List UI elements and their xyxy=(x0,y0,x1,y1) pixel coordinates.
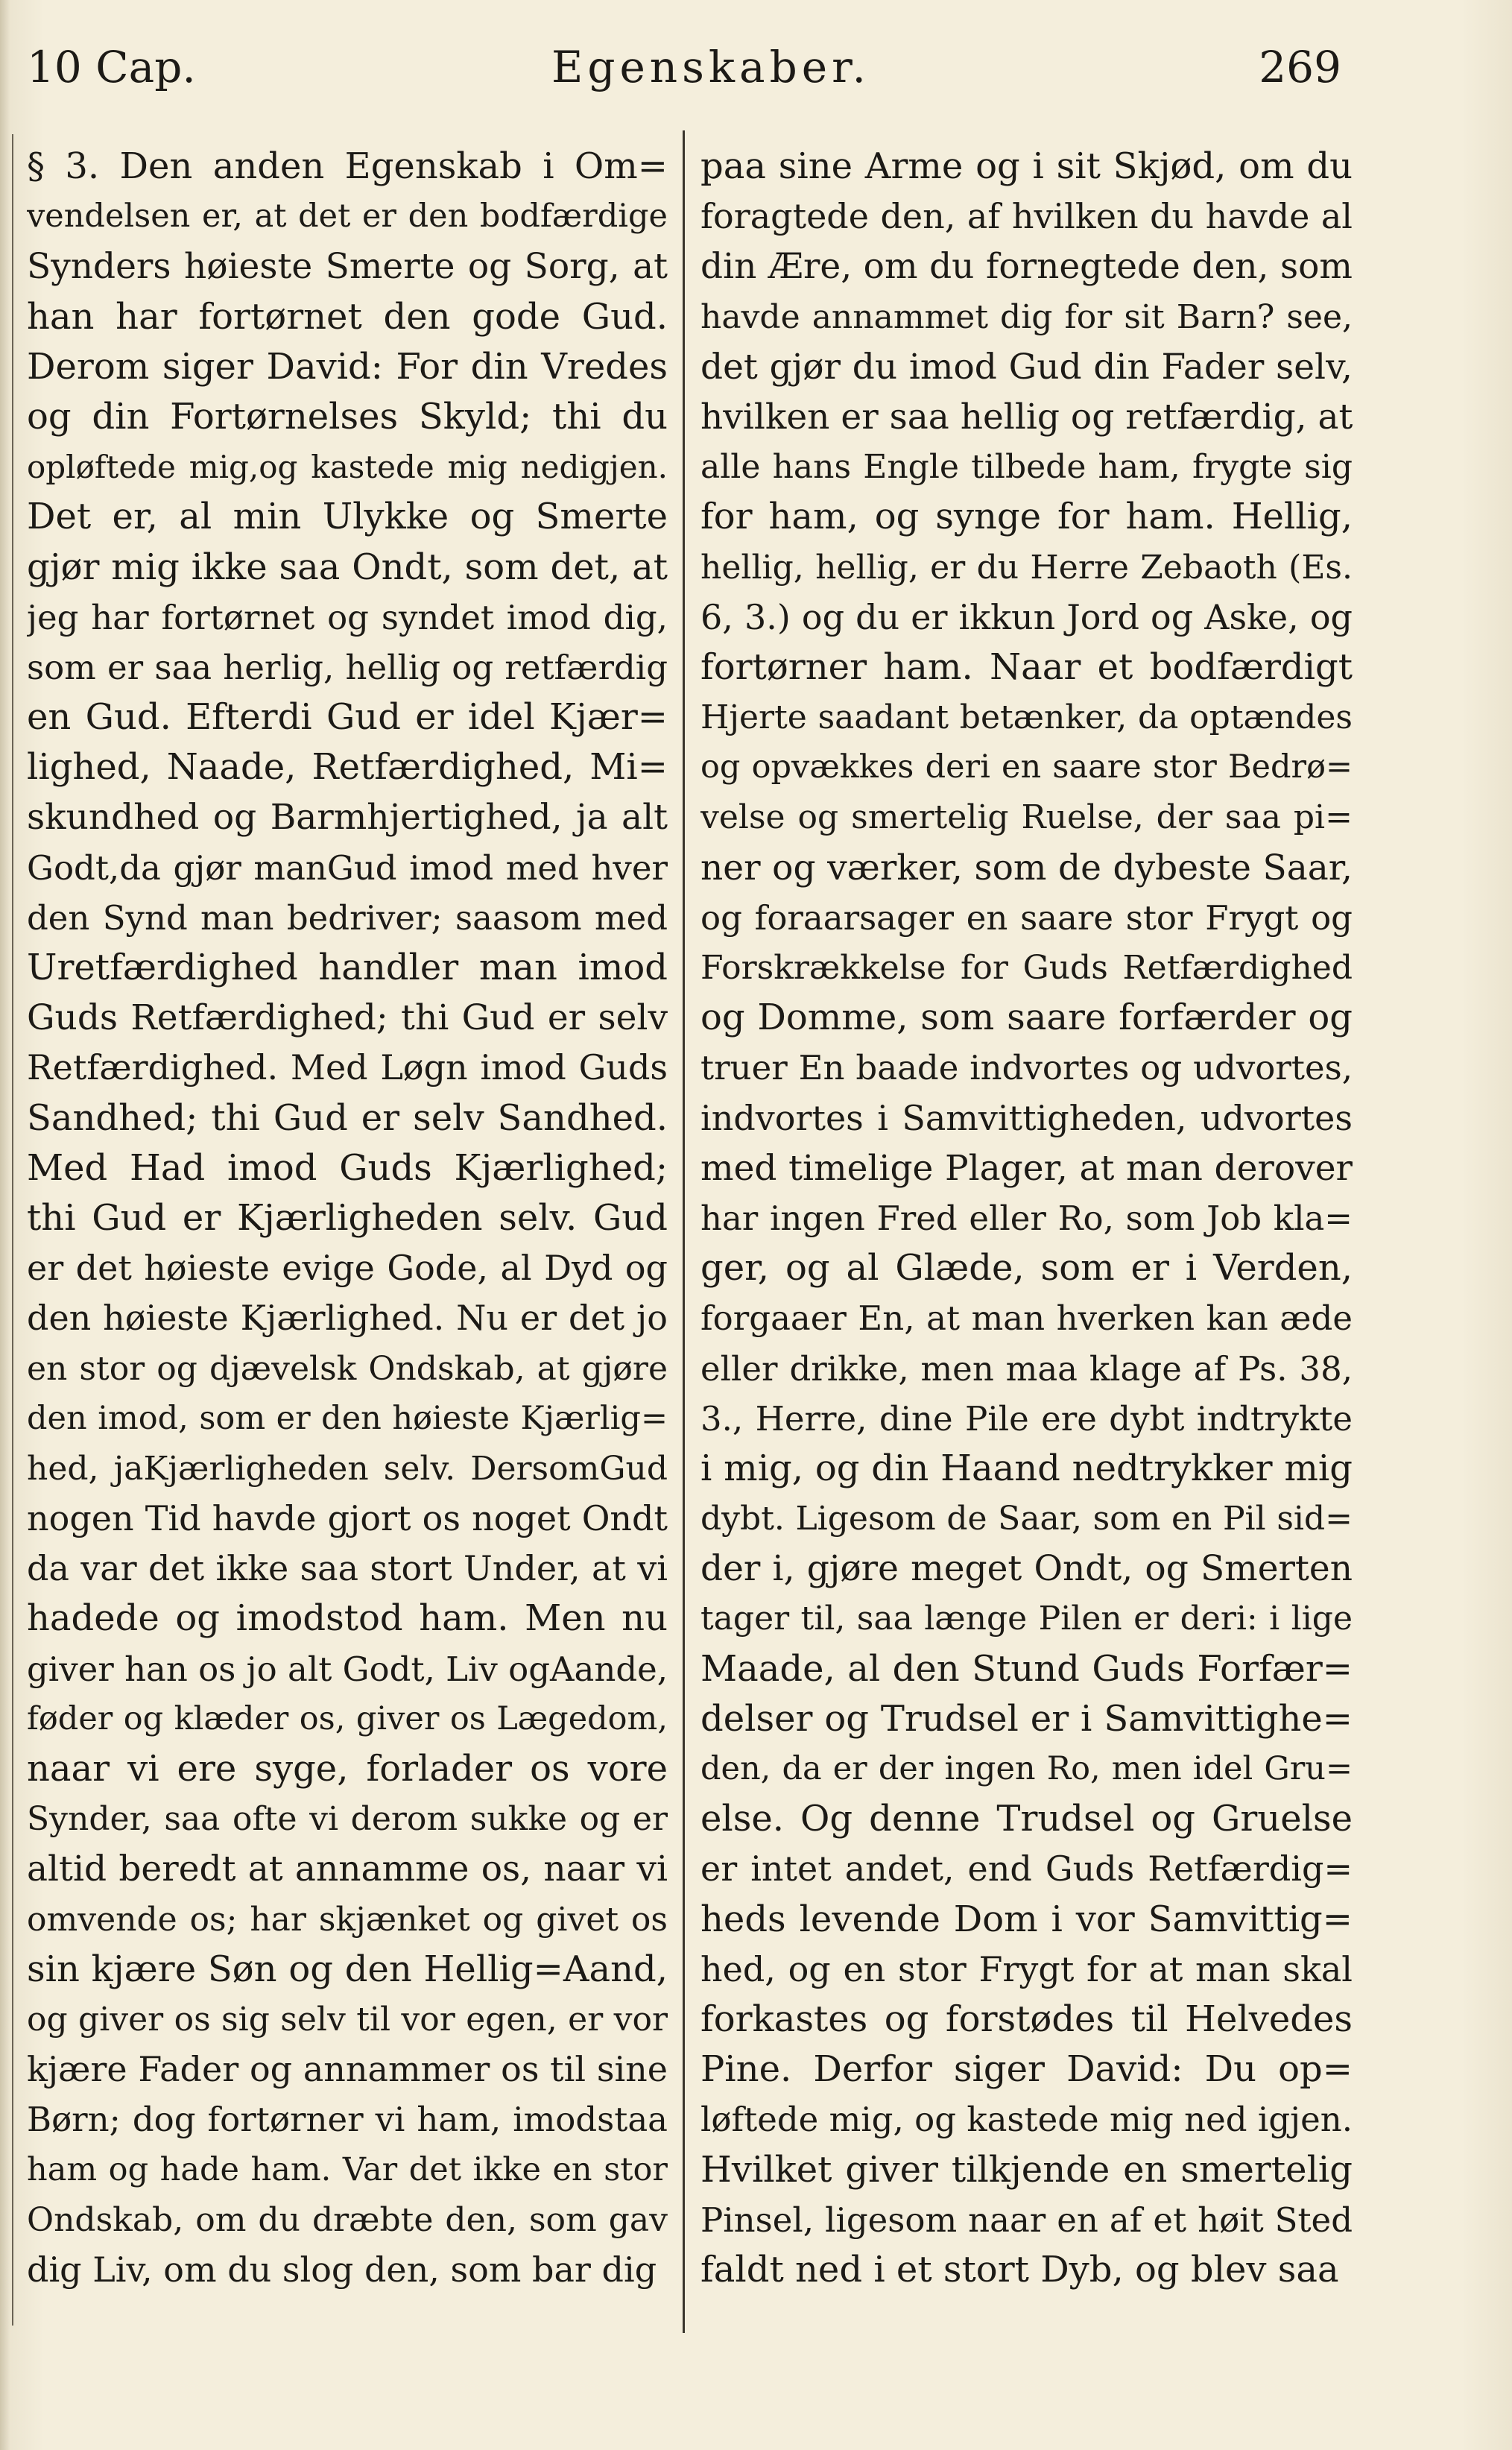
text-line: en stor og djævelsk Ondskab, at gjøre xyxy=(27,1349,668,1388)
text-line: og Domme, som saare forfærder og xyxy=(700,997,1353,1039)
text-line: han har fortørnet den gode Gud. xyxy=(27,295,668,338)
text-line: der i, gjøre meget Ondt, og Smerten xyxy=(700,1548,1353,1590)
text-line: gjør mig ikke saa Ondt, som det, at xyxy=(27,546,668,588)
text-line: alle hans Engle tilbede ham, frygte sig xyxy=(700,448,1353,487)
text-line: din Ære, om du fornegtede den, som xyxy=(700,246,1353,288)
text-line: og giver os sig selv til vor egen, er vor xyxy=(27,2000,668,2039)
right-text-column xyxy=(700,142,1353,2329)
text-line: thi Gud er Kjærligheden selv. Gud xyxy=(27,1196,668,1239)
text-line: og opvækkes deri en saare stor Bedrø= xyxy=(700,748,1353,786)
text-line: med timelige Plager, at man derover xyxy=(700,1147,1353,1189)
text-line: har ingen Fred eller Ro, som Job kla= xyxy=(700,1198,1353,1238)
text-line: og foraarsager en saare stor Frygt og xyxy=(700,897,1353,938)
text-line: den Synd man bedriver; saasom med xyxy=(27,897,668,938)
text-line: Retfærdighed. Med Løgn imod Guds xyxy=(27,1047,668,1088)
text-line: for ham, og synge for ham. Hellig, xyxy=(700,496,1353,538)
text-line: er det høieste evige Gode, al Dyd og xyxy=(27,1248,668,1289)
text-line: truer En baade indvortes og udvortes, xyxy=(700,1048,1353,1088)
text-line: Pine. Derfor siger David: Du op= xyxy=(700,2048,1353,2091)
text-line: fortørner ham. Naar et bodfærdigt xyxy=(700,645,1353,688)
text-line: den høieste Kjærlighed. Nu er det jo xyxy=(27,1298,668,1339)
text-line: vendelsen er, at det er den bodfærdige xyxy=(27,198,668,236)
page-number: 269 xyxy=(1259,42,1341,92)
column-divider xyxy=(683,130,685,2333)
running-title: Egenskaber. xyxy=(551,42,870,92)
left-margin-rule xyxy=(12,134,13,2326)
text-line: som er saa herlig, hellig og retfærdig xyxy=(27,647,668,687)
text-line: Synder, saa ofte vi derom sukke og er xyxy=(27,1800,668,1839)
text-line: 3., Herre, dine Pile ere dybt indtrykte xyxy=(700,1398,1353,1439)
text-line: tager til, saa længe Pilen er deri: i lige xyxy=(700,1600,1353,1638)
text-line: kjære Fader og annammer os til sine xyxy=(27,2049,668,2090)
text-line: Maade, al den Stund Guds Forfær= xyxy=(700,1647,1353,1690)
text-line: Hvilket giver tilkjende en smertelig xyxy=(700,2148,1353,2191)
text-line: hed, og en stor Frygt for at man skal xyxy=(700,1948,1353,1989)
text-line: en Gud. Efterdi Gud er idel Kjær= xyxy=(27,696,668,739)
text-line: jeg har fortørnet og syndet imod dig, xyxy=(27,597,668,637)
text-line: nogen Tid havde gjort os noget Ondt xyxy=(27,1498,668,1539)
text-line: Pinsel, ligesom naar en af et høit Sted xyxy=(700,2200,1353,2240)
text-line: er intet andet, end Guds Retfærdig= xyxy=(700,1848,1353,1889)
text-line: løftede mig, og kastede mig ned igjen. xyxy=(700,2100,1353,2140)
text-line: paa sine Arme og i sit Skjød, om du xyxy=(700,145,1353,187)
text-line: Godt,da gjør manGud imod med hver xyxy=(27,847,668,888)
text-line: ger, og al Glæde, som er i Verden, xyxy=(700,1247,1353,1289)
text-line: Synders høieste Smerte og Sorg, at xyxy=(27,246,668,288)
text-line: Sandhed; thi Gud er selv Sandhed. xyxy=(27,1096,668,1139)
text-line: § 3. Den anden Egenskab i Om= xyxy=(27,145,668,187)
text-line: den, da er der ingen Ro, men idel Gru= xyxy=(700,1750,1353,1787)
text-line: Det er, al min Ulykke og Smerte xyxy=(27,496,668,538)
text-line: da var det ikke saa stort Under, at vi xyxy=(27,1548,668,1589)
text-line: det gjør du imod Gud din Fader selv, xyxy=(700,346,1353,388)
text-line: foragtede den, af hvilken du havde al xyxy=(700,196,1353,237)
text-line: 6, 3.) og du er ikkun Jord og Aske, og xyxy=(700,596,1353,637)
text-line: Uretfærdighed handler man imod xyxy=(27,947,668,988)
text-line: velse og smertelig Ruelse, der saa pi= xyxy=(700,798,1353,837)
binding-edge xyxy=(0,0,10,2450)
text-line: Ondskab, om du dræbte den, som gav xyxy=(27,2200,668,2239)
text-line: indvortes i Samvittigheden, udvortes xyxy=(700,1097,1353,1138)
text-line: føder og klæder os, giver os Lægedom, xyxy=(27,1699,668,1737)
text-line: forgaaer En, at man hverken kan æde xyxy=(700,1298,1353,1339)
text-line: Hjerte saadant betænker, da optændes xyxy=(700,698,1353,737)
text-line: altid beredt at annamme os, naar vi xyxy=(27,1848,668,1890)
text-line: delser og Trudsel er i Samvittighe= xyxy=(700,1697,1353,1740)
text-line: dybt. Ligesom de Saar, som en Pil sid= xyxy=(700,1500,1353,1538)
text-line: lighed, Naade, Retfærdighed, Mi= xyxy=(27,746,668,789)
text-line: else. Og denne Trudsel og Gruelse xyxy=(700,1798,1353,1840)
text-line: hed, jaKjærligheden selv. DersomGud xyxy=(27,1449,668,1488)
text-line: Forskrækkelse for Guds Retfærdighed xyxy=(700,949,1353,987)
text-line: faldt ned i et stort Dyb, og blev saa xyxy=(700,2248,1339,2290)
text-line: heds levende Dom i vor Samvittig= xyxy=(700,1898,1353,1940)
text-line: og din Fortørnelses Skyld; thi du xyxy=(27,395,668,438)
chapter-label: 10 Cap. xyxy=(27,42,196,92)
text-line: opløftede mig,og kastede mig nedigjen. xyxy=(27,449,668,486)
text-line: dig Liv, om du slog den, som bar dig xyxy=(27,2249,657,2290)
text-line: eller drikke, men maa klage af Ps. 38, xyxy=(700,1348,1353,1389)
text-line: hellig, hellig, er du Herre Zebaoth (Es. xyxy=(700,548,1353,587)
text-line: omvende os; har skjænket og givet os xyxy=(27,1900,668,1939)
text-line: Derom siger David: For din Vredes xyxy=(27,345,668,388)
text-line: hvilken er saa hellig og retfærdig, at xyxy=(700,396,1353,438)
text-line: giver han os jo alt Godt, Liv ogAande, xyxy=(27,1649,668,1689)
text-line: ner og værker, som de dybeste Saar, xyxy=(700,847,1353,888)
page-header xyxy=(22,30,1341,112)
text-line: naar vi ere syge, forlader os vore xyxy=(27,1748,668,1790)
text-line: Med Had imod Guds Kjærlighed; xyxy=(27,1146,668,1189)
text-line: den imod, som er den høieste Kjærlig= xyxy=(27,1399,668,1437)
text-line: i mig, og din Haand nedtrykker mig xyxy=(700,1447,1353,1489)
text-line: hadede og imodstod ham. Men nu xyxy=(27,1597,668,1640)
text-line: forkastes og forstødes til Helvedes xyxy=(700,1998,1353,2040)
text-line: Guds Retfærdighed; thi Gud er selv xyxy=(27,997,668,1039)
text-line: Børn; dog fortørner vi ham, imodstaa xyxy=(27,2100,668,2140)
text-line: skundhed og Barmhjertighed, ja alt xyxy=(27,797,668,839)
text-line: havde annammet dig for sit Barn? see, xyxy=(700,297,1353,336)
left-text-column xyxy=(27,142,668,2329)
text-line: sin kjære Søn og den Hellig=Aand, xyxy=(27,1948,668,1990)
text-line: ham og hade ham. Var det ikke en stor xyxy=(27,2150,668,2188)
